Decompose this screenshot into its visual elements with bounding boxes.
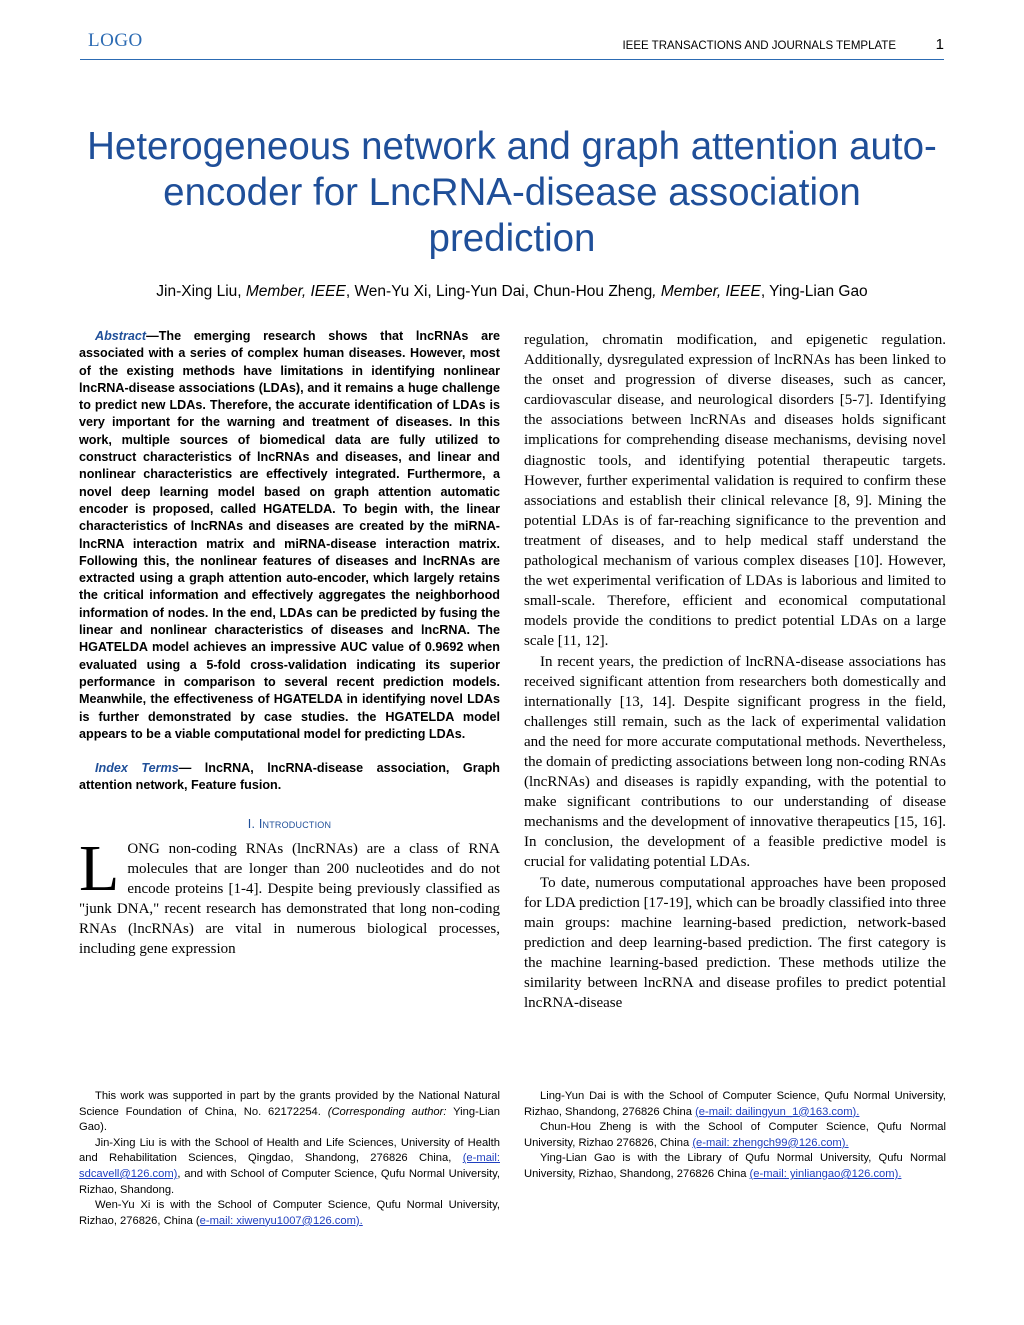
index-terms-label: Index Terms (95, 761, 179, 776)
author-1: Jin-Xing Liu, (156, 283, 242, 300)
authors-middle: , Wen-Yu Xi, Ling-Yun Dai, Chun-Hou Zheng (345, 283, 653, 300)
email-link-author-1[interactable]: (e-mail: sdcavell@126.com) (79, 1152, 500, 1180)
paper-title: Heterogeneous network and graph attention auto-encoder for LncRNA-disease association prediction (87, 125, 937, 260)
body-paragraph-3: To date, numerous computational approaches have been proposed for LDA prediction [17-19], which can be broadly classified into three main groups: machine learning-based prediction, network-based prediction and deep learning-based prediction. The first category is the machine learning-based prediction. These methods utilize the similarity between lncRNA and disease profiles to predict potential lncRNA-disease (524, 874, 946, 1012)
author-1-role: Member, IEEE (241, 283, 346, 300)
header-rule (80, 59, 944, 60)
footnote-author-3-text: Ling-Yun Dai is with the School of Computer Science, Qufu Normal University, Rizhao, Shandong, 276826 China (524, 1090, 946, 1118)
footnote-author-5 (524, 1151, 946, 1182)
footnote-author-5-text: Ying-Lian Gao is with the Library of Qufu Normal University, Qufu Normal University, Rizhao, Shandong, 276826 China (524, 1152, 946, 1180)
intro-text: ONG non-coding RNAs (lncRNAs) are a class of RNA molecules that are longer than 200 nucleotides and do not encode proteins [1-4]. Despite being previously classified as "junk DNA," recent research has demonstrated that long non-coding RNAs (lncRNAs) are vital in numerous biological processes, including gene expression (79, 840, 500, 958)
left-column (79, 328, 500, 959)
footnote-author-1-affil: , and with School of Computer Science, Qufu Normal University, Rizhao, Shandong. (79, 1167, 500, 1196)
section-title: Introduction (258, 816, 332, 831)
abstract-label: Abstract (95, 329, 147, 343)
author-last: , Ying-Lian Gao (760, 283, 868, 300)
footnote-author-3 (524, 1089, 946, 1120)
corresponding-author-name: Ying-Lian Gao). (79, 1105, 500, 1134)
footnote-author-2 (79, 1198, 500, 1229)
section-heading-introduction (79, 817, 500, 831)
index-terms-text: — lncRNA, lncRNA-disease association, Graph attention network, Feature fusion. (79, 761, 500, 793)
footnote-author-1-text: Jin-Xing Liu is with the School of Health and Life Sciences, University of Health and Rehabilitation Sciences, Qingdao, Shandong, 276826 China, (79, 1136, 500, 1165)
section-numeral: I. (247, 816, 259, 831)
footnote-author-2-text: Wen-Yu Xi is with the School of Computer Science, Qufu Normal University, Rizhao, 276826, China ( (79, 1199, 500, 1227)
footnotes-right (524, 1089, 946, 1183)
author-4-role: , Member, IEEE (652, 283, 761, 300)
running-head: IEEE TRANSACTIONS AND JOURNALS TEMPLATE (622, 40, 896, 52)
page-number: 1 (935, 36, 944, 53)
email-link-author-5[interactable]: (e-mail: yinliangao@126.com). (749, 1167, 902, 1180)
footnotes-left (79, 1089, 500, 1229)
email-link-author-4[interactable]: (e-mail: zhengch99@126.com). (692, 1136, 849, 1149)
index-terms (79, 760, 500, 795)
abstract-text: —The emerging research shows that lncRNAs are associated with a series of complex human diseases. However, most of the existing methods have limitations in identifying nonlinear lncRNA-disease associations (LDAs), and it remains a huge challenge to predict new LDAs. Therefore, the accurate identification of LDAs is very important for the warning and treatment of diseases. In this work, multiple sources of biomedical data are fully utilized to construct characteristics of lncRNAs and diseases, and linear and nonlinear characteristics are effectively integrated. Furthermore, a novel deep learning model based on graph attention automatic encoder is proposed, called HGATELDA. To begin with, the linear characteristics of lncRNAs and diseases are created by the miRNA-lncRNA interaction matrix and miRNA-disease interaction matrix. Following this, the nonlinear features of diseases and lncRNAs are extracted using a graph attention auto-encoder, which largely retains the critical information and effectively aggregates the neighborhood information of nodes. In the end, LDAs can be predicted by fusing the linear and nonlinear characteristics of diseases and lncRNA. The HGATELDA model achieves an impressive AUC value of 0.9692 when evaluated using a 5-fold cross-validation indicating its superior performance in comparison to several recent prediction models. Meanwhile, the effectiveness of HGATELDA in identifying novel LDAs is further demonstrated by case studies. the HGATELDA model appears to be a viable computational model for predicting LDAs. (79, 329, 500, 741)
footnote-author-1 (79, 1136, 500, 1198)
footnote-author-4 (524, 1120, 946, 1151)
email-link-author-2[interactable]: e-mail: xiwenyu1007@126.com). (199, 1214, 363, 1227)
journal-logo: LOGO (88, 30, 143, 51)
email-link-author-3[interactable]: (e-mail: dailingyun_1@163.com). (695, 1105, 860, 1118)
body-paragraph-2: In recent years, the prediction of lncRNA-disease associations has received significant attention from researchers both domestically and internationally [13, 14]. Despite significant progress in the field, challenges still remain, such as the lack of experimental validation and the need for more accurate computational methods. Nevertheless, the domain of predicting associations between long non-coding RNAs (lncRNAs) and diseases is rapidly expanding, with the potential to make significant contributions to our understanding of disease mechanisms and the development of innovative therapeutics [15, 16]. In conclusion, the development of a feasible predictive model is crucial for validating potential LDAs. (524, 653, 946, 871)
author-line (40, 283, 984, 301)
corresponding-author-label: (Corresponding author: (327, 1105, 447, 1118)
body-paragraph-1: regulation, chromatin modification, and epigenetic regulation. Additionally, dysregulated expression of lncRNAs has been linked to the onset and progression of diverse diseases, such as cancer, cardiovascular disease, and neurological disorders [5-7]. Identifying the associations between lncRNAs and diseases holds significant implications for comprehending disease mechanisms, devising novel diagnostic tools, and identifying potential therapeutic targets. However, further experimental validation is required to confirm these associations and establish their clinical relevance [8, 9]. Mining the potential LDAs is of far-reaching significance to the prevention and treatment of diseases, and to help medical staff understand the pathological mechanism of various complex diseases [10]. However, the wet experimental verification of LDAs is laborious and limited to small-scale. Therefore, efficient and economical computational models provide the conditions to predict potential LDAs on a large scale [11, 12]. (524, 332, 946, 650)
footnote-funding-text: This work was supported in part by the grants provided by the National Natural Science Foundation of China, No. 62172254. (79, 1090, 500, 1118)
footnote-funding (79, 1089, 500, 1136)
abstract (79, 328, 500, 743)
intro-paragraph (79, 831, 500, 960)
right-column (524, 330, 946, 1013)
drop-cap: L (79, 831, 120, 905)
footnote-author-4-text: Chun-Hou Zheng is with the School of Computer Science, Qufu Normal University, Rizhao 276826, China (524, 1121, 946, 1149)
